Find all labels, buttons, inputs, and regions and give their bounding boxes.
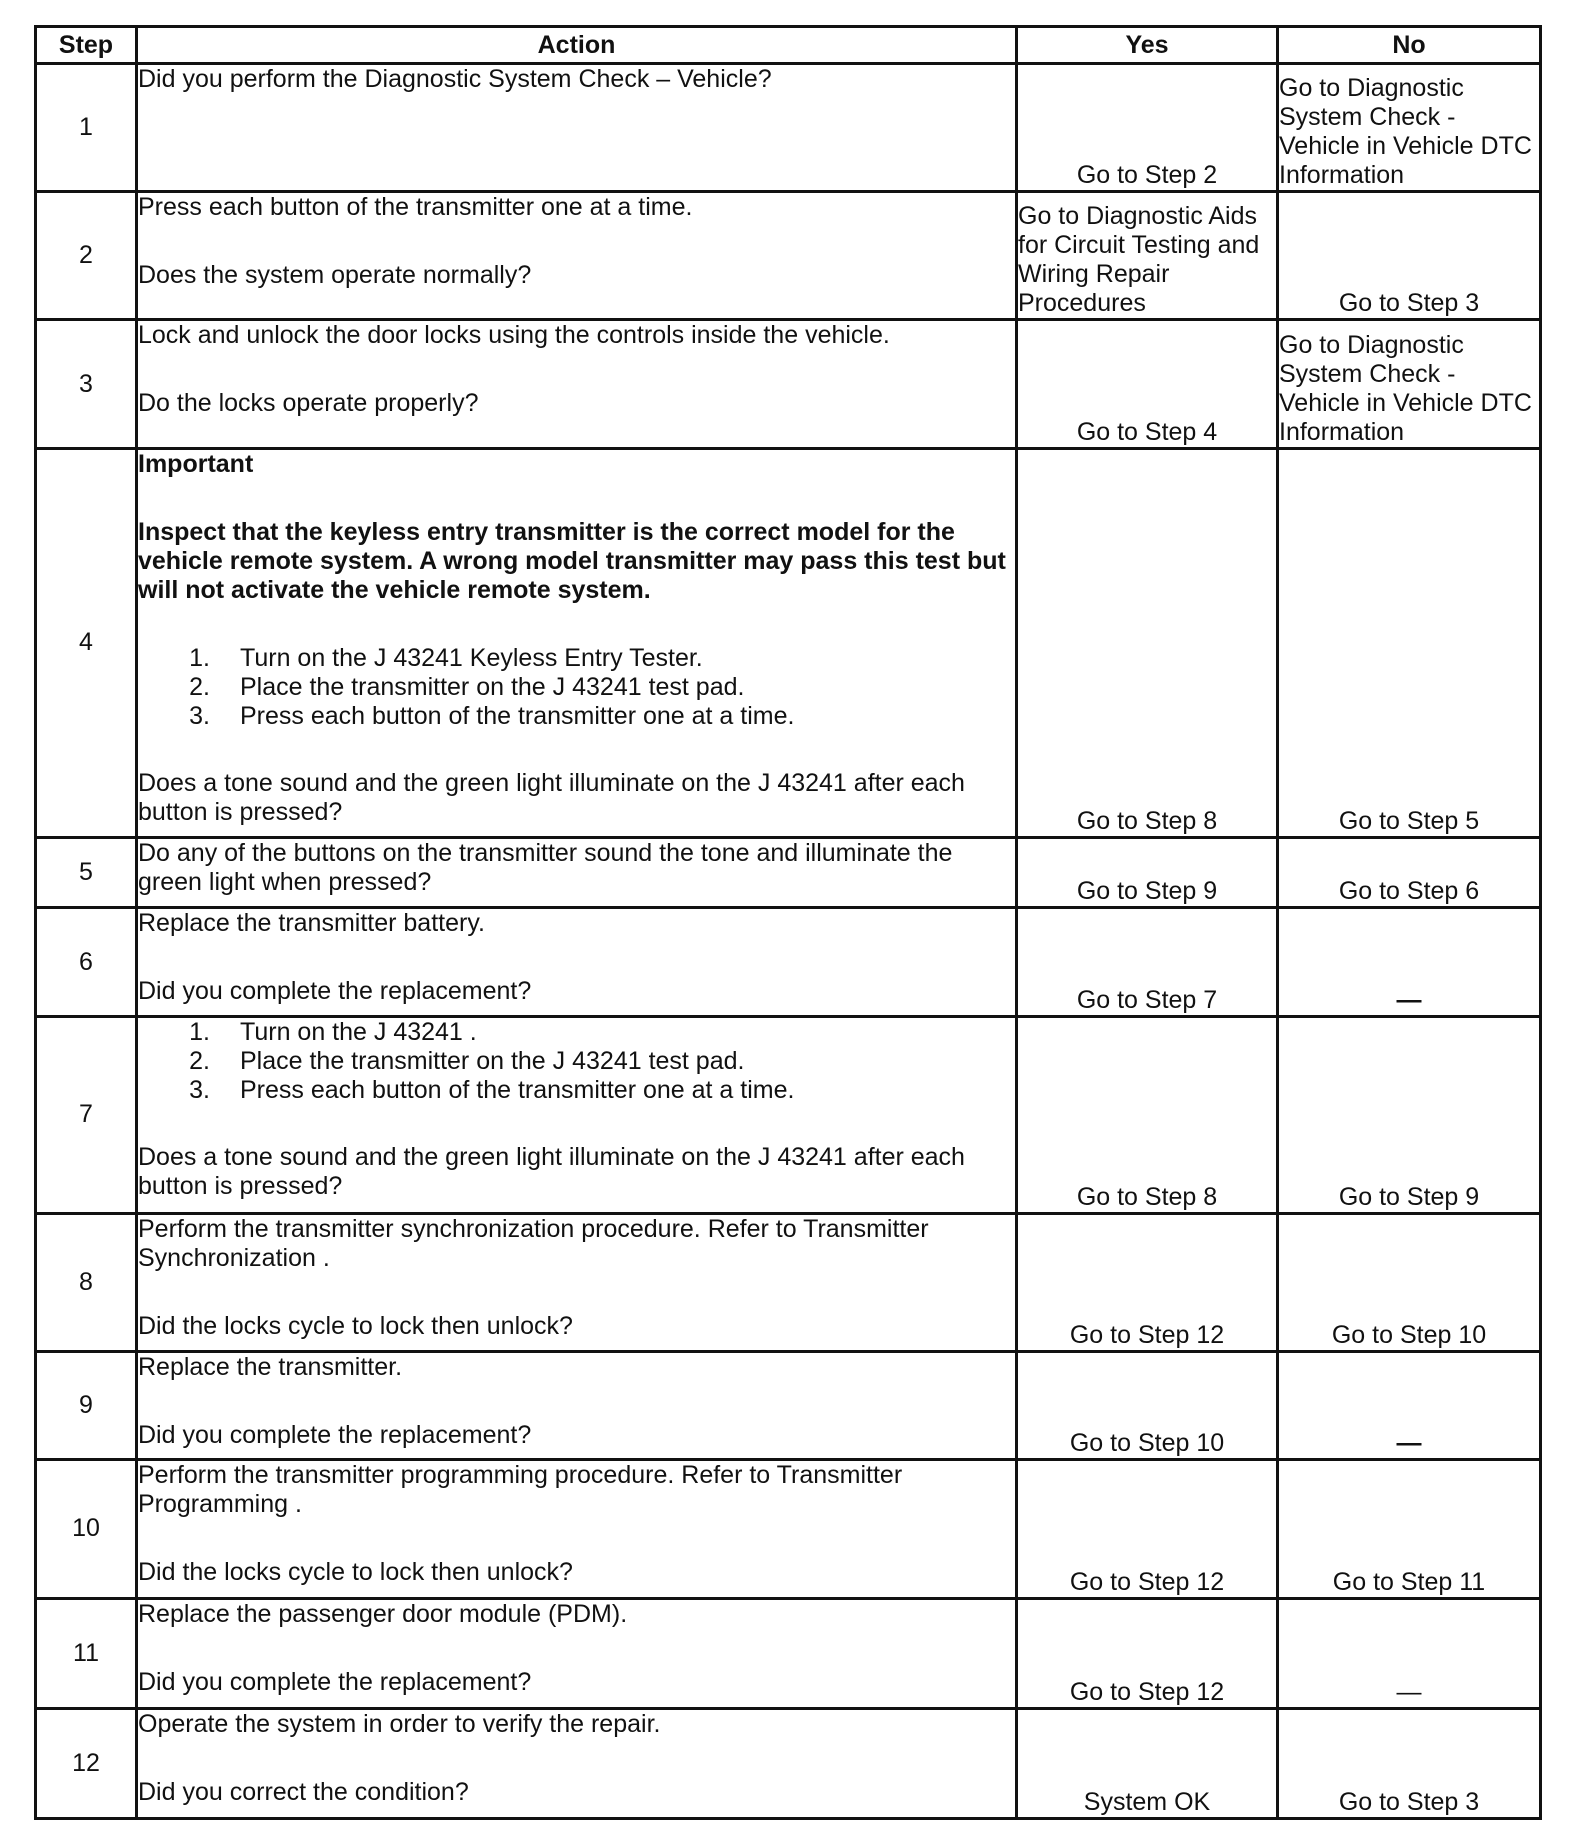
header-row bbox=[36, 27, 1541, 64]
no-cell bbox=[1278, 1352, 1541, 1460]
step-number: 7 bbox=[36, 1016, 137, 1213]
action-cell bbox=[137, 192, 1017, 320]
no-cell bbox=[1278, 908, 1541, 1016]
yes-cell bbox=[1017, 192, 1278, 320]
step-number: 10 bbox=[36, 1460, 137, 1598]
yes-answer: Go to Step 4 bbox=[1076, 417, 1218, 446]
yes-answer: Go to Step 7 bbox=[1076, 985, 1218, 1014]
action-cell bbox=[137, 908, 1017, 1016]
table-row bbox=[36, 838, 1541, 908]
table-row bbox=[36, 908, 1541, 1016]
action-text: Lock and unlock the door locks using the controls inside the vehicle. bbox=[138, 321, 890, 350]
no-cell bbox=[1278, 192, 1541, 320]
step-number: 12 bbox=[36, 1708, 137, 1818]
no-cell bbox=[1278, 64, 1541, 192]
no-cell bbox=[1278, 1213, 1541, 1351]
procedure-list bbox=[138, 644, 1015, 731]
no-answer: Go to Step 6 bbox=[1338, 877, 1480, 906]
no-answer: Go to Step 5 bbox=[1338, 807, 1480, 836]
action-question: Does a tone sound and the green light illuminate on the J 43241 after each button is pressed? bbox=[138, 1142, 965, 1200]
action-question: Did the locks cycle to lock then unlock? bbox=[138, 1311, 573, 1340]
no-answer: Go to Step 10 bbox=[1331, 1321, 1487, 1350]
table-row bbox=[36, 1460, 1541, 1598]
action-cell bbox=[137, 1352, 1017, 1460]
action-cell bbox=[137, 1598, 1017, 1708]
yes-answer: Go to Diagnostic Aids for Circuit Testing and Wiring Repair Procedures bbox=[1018, 202, 1260, 318]
no-answer: Go to Diagnostic System Check - Vehicle in Vehicle DTC Information bbox=[1279, 74, 1532, 190]
action-question: Did you complete the replacement? bbox=[138, 1421, 532, 1450]
yes-answer: Go to Step 9 bbox=[1076, 877, 1218, 906]
yes-answer: Go to Step 12 bbox=[1069, 1567, 1225, 1596]
yes-answer: Go to Step 8 bbox=[1076, 1182, 1218, 1211]
header-yes: Yes bbox=[1017, 27, 1278, 64]
step-number: 5 bbox=[36, 838, 137, 908]
yes-cell bbox=[1017, 320, 1278, 448]
no-cell bbox=[1278, 1708, 1541, 1818]
action-cell bbox=[137, 838, 1017, 908]
table-row bbox=[36, 320, 1541, 448]
important-heading: Important bbox=[138, 449, 254, 478]
action-text: Perform the transmitter synchronization procedure. Refer to Transmitter Synchronization . bbox=[138, 1214, 929, 1272]
step-number: 3 bbox=[36, 320, 137, 448]
action-text: Replace the passenger door module (PDM). bbox=[138, 1599, 628, 1628]
table-row bbox=[36, 64, 1541, 192]
no-answer: Go to Step 9 bbox=[1338, 1182, 1480, 1211]
list-item: 2. Place the transmitter on the J 43241 test pad. bbox=[189, 1046, 745, 1075]
action-text: Press each button of the transmitter one at a time. bbox=[138, 193, 693, 222]
yes-cell bbox=[1017, 838, 1278, 908]
list-item: 1. Turn on the J 43241 . bbox=[189, 1017, 477, 1046]
no-answer: — bbox=[1396, 985, 1422, 1014]
yes-cell bbox=[1017, 1460, 1278, 1598]
no-cell bbox=[1278, 320, 1541, 448]
yes-cell bbox=[1017, 1016, 1278, 1213]
action-text: Replace the transmitter battery. bbox=[138, 909, 485, 938]
table-row bbox=[36, 448, 1541, 838]
list-item: 3. Press each button of the transmitter one at a time. bbox=[189, 1075, 795, 1104]
yes-answer: System OK bbox=[1083, 1788, 1211, 1816]
table-row bbox=[36, 1708, 1541, 1818]
yes-cell bbox=[1017, 1708, 1278, 1818]
no-answer: — bbox=[1396, 1429, 1422, 1458]
action-cell bbox=[137, 64, 1017, 192]
table-row bbox=[36, 1598, 1541, 1708]
no-cell bbox=[1278, 1016, 1541, 1213]
list-item: 1. Turn on the J 43241 Keyless Entry Tester. bbox=[189, 643, 703, 672]
list-item: 3. Press each button of the transmitter one at a time. bbox=[189, 701, 795, 730]
yes-answer: Go to Step 12 bbox=[1069, 1677, 1225, 1706]
no-answer: Go to Step 11 bbox=[1332, 1567, 1486, 1596]
action-question: Did you complete the replacement? bbox=[138, 1667, 532, 1696]
step-number: 6 bbox=[36, 908, 137, 1016]
step-number: 8 bbox=[36, 1213, 137, 1351]
action-question: Does the system operate normally? bbox=[138, 261, 532, 290]
yes-cell bbox=[1017, 64, 1278, 192]
step-number: 1 bbox=[36, 64, 137, 192]
no-cell bbox=[1278, 1460, 1541, 1598]
diagnostic-table bbox=[34, 25, 1542, 1820]
action-cell bbox=[137, 1213, 1017, 1351]
action-cell bbox=[137, 1708, 1017, 1818]
step-number: 11 bbox=[36, 1598, 137, 1708]
no-answer: Go to Step 3 bbox=[1338, 289, 1480, 318]
header-no: No bbox=[1278, 27, 1541, 64]
action-text: Operate the system in order to verify the repair. bbox=[138, 1709, 661, 1738]
table-row bbox=[36, 1352, 1541, 1460]
table-row bbox=[36, 1016, 1541, 1213]
yes-cell bbox=[1017, 908, 1278, 1016]
action-question: Did you correct the condition? bbox=[138, 1777, 469, 1806]
action-cell bbox=[137, 1016, 1017, 1213]
action-question: Does a tone sound and the green light illuminate on the J 43241 after each button is pressed? bbox=[138, 768, 965, 826]
table-row bbox=[36, 192, 1541, 320]
yes-answer: Go to Step 2 bbox=[1076, 161, 1218, 190]
no-cell bbox=[1278, 448, 1541, 838]
action-question: Do the locks operate properly? bbox=[138, 389, 479, 418]
step-number: 4 bbox=[36, 448, 137, 838]
header-step: Step bbox=[36, 27, 137, 64]
yes-answer: Go to Step 12 bbox=[1069, 1321, 1225, 1350]
action-text: Perform the transmitter programming procedure. Refer to Transmitter Programming . bbox=[138, 1461, 903, 1519]
action-question: Did the locks cycle to lock then unlock? bbox=[138, 1558, 573, 1587]
no-answer: Go to Diagnostic System Check - Vehicle in Vehicle DTC Information bbox=[1279, 330, 1532, 446]
yes-answer: Go to Step 8 bbox=[1076, 807, 1218, 836]
yes-cell bbox=[1017, 1352, 1278, 1460]
yes-cell bbox=[1017, 448, 1278, 838]
no-cell bbox=[1278, 838, 1541, 908]
yes-answer: Go to Step 10 bbox=[1069, 1429, 1225, 1458]
step-number: 2 bbox=[36, 192, 137, 320]
no-answer: — bbox=[1396, 1677, 1422, 1706]
action-cell bbox=[137, 320, 1017, 448]
list-item: 2. Place the transmitter on the J 43241 test pad. bbox=[189, 672, 745, 701]
yes-cell bbox=[1017, 1213, 1278, 1351]
step-number: 9 bbox=[36, 1352, 137, 1460]
action-cell bbox=[137, 448, 1017, 838]
no-cell bbox=[1278, 1598, 1541, 1708]
no-answer: Go to Step 3 bbox=[1338, 1788, 1480, 1816]
action-question: Did you complete the replacement? bbox=[138, 977, 532, 1006]
important-note: Inspect that the keyless entry transmitter is the correct model for the vehicle remote system. A wrong model transmitter may pass this test but will not activate the vehicle remote system. bbox=[138, 517, 1006, 604]
action-text: Do any of the buttons on the transmitter sound the tone and illuminate the green light when pressed? bbox=[138, 839, 953, 897]
procedure-list bbox=[138, 1018, 1015, 1105]
table-row bbox=[36, 1213, 1541, 1351]
action-cell bbox=[137, 1460, 1017, 1598]
action-text: Replace the transmitter. bbox=[138, 1353, 403, 1382]
header-action: Action bbox=[137, 27, 1017, 64]
yes-cell bbox=[1017, 1598, 1278, 1708]
action-text: Did you perform the Diagnostic System Check – Vehicle? bbox=[138, 65, 772, 93]
